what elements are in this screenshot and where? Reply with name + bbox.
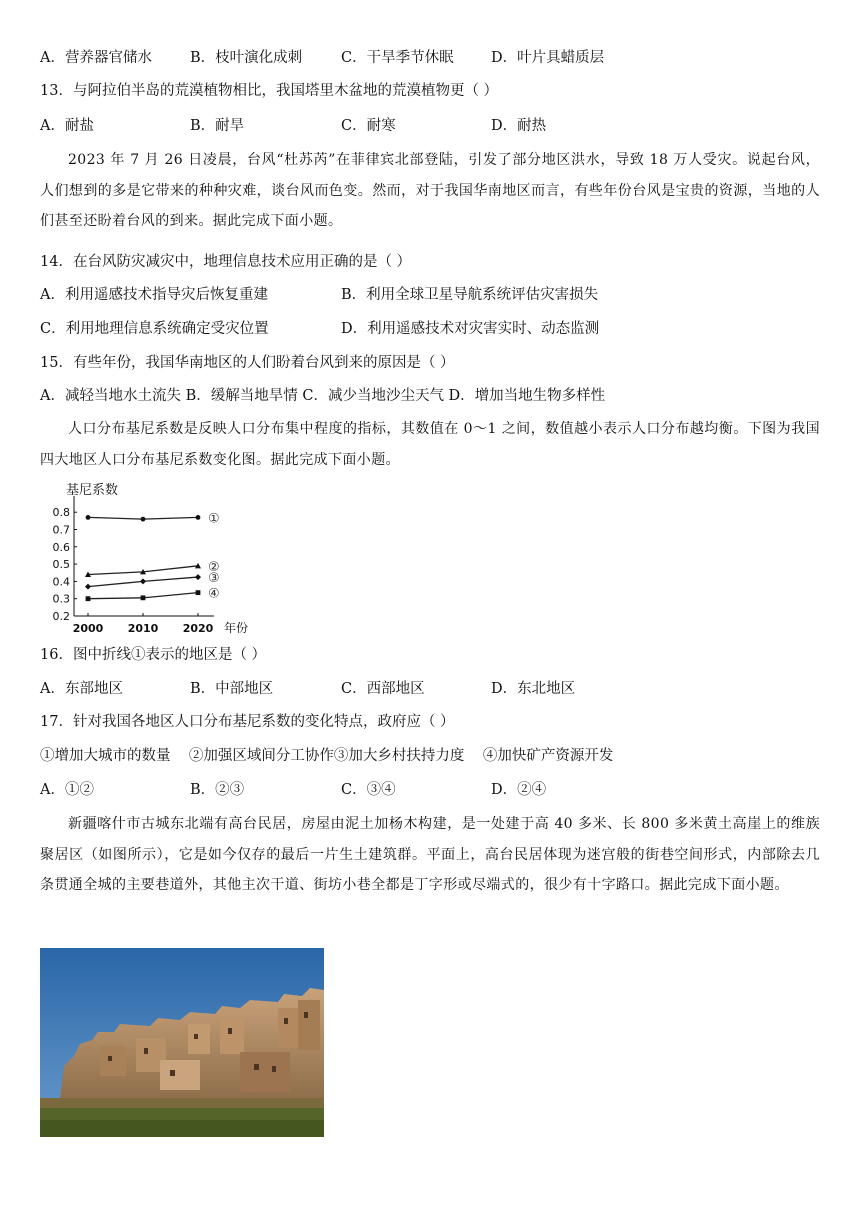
q12-option-a: A．营养器官储水 — [40, 50, 152, 66]
q13-option-a: A．耐盐 — [40, 118, 94, 134]
q14-option-d: D．利用遥感技术对灾害实时、动态监测 — [341, 321, 600, 337]
y-axis-title: 基尼系数 — [66, 483, 119, 498]
q13-option-b: B．耐旱 — [190, 118, 245, 134]
q17-statements: ①增加大城市的数量 ②加强区域间分工协作③加大乡村扶持力度 ④加快矿产资源开发 — [40, 748, 614, 764]
q14-option-b: B．利用全球卫星导航系统评估灾害损失 — [341, 287, 599, 303]
q16-option-b: B．中部地区 — [190, 681, 274, 697]
x-tick-label: 2020 — [182, 622, 214, 635]
passage-gini: 人口分布基尼系数是反映人口分布集中程度的指标，其数值在 0～1 之间，数值越小表示人口分布越均衡。下图为我国四大地区人口分布基尼系数变化图。据此完成下面小题。 — [40, 421, 820, 468]
data-point — [85, 584, 91, 590]
series-label-3: ③ — [208, 571, 220, 587]
q14-option-c: C．利用地理信息系统确定受灾位置 — [40, 321, 269, 337]
y-tick-label: 0.3 — [52, 592, 70, 606]
q15-options: A．减轻当地水土流失 B．缓解当地旱情 C．减少当地沙尘天气 D．增加当地生物多样性 — [40, 388, 606, 404]
x-tick-label: 2010 — [127, 622, 159, 635]
passage-kashgar: 新疆喀什市古城东北端有高台民居，房屋由泥土加杨木构建，是一处建于高 40 多米、长 800 多米黄土高崖上的维族聚居区（如图所示），它是如今仅存的最后一片生土建筑群。平面上，高台民居体现为迷宫般的街巷空间形式，内部除去几条贯通全城的主要巷道外，其他主次干道、街坊小巷全都是丁字形或尽端式的，很少有十字路口。据此完成下面小题。 — [40, 816, 820, 893]
series-label-4: ④ — [208, 586, 220, 602]
q16-stem: 16．图中折线①表示的地区是（ ） — [40, 647, 267, 663]
q17-option-b: B．②③ — [190, 782, 245, 798]
kashgar-dwellings-photo — [40, 948, 324, 1137]
y-tick-label: 0.4 — [52, 575, 70, 589]
data-point — [196, 515, 201, 520]
passage-typhoon: 2023 年 7 月 26 日凌晨，台风“杜苏芮”在菲律宾北部登陆，引发了部分地区洪水，导致 18 万人受灾。说起台风，人们想到的多是它带来的种种灾难，谈台风而色变。然而，对于我国华南地区而言，有些年份台风是宝贵的资源，当地的人们甚至还盼着台风的到来。据此完成下面小题。 — [40, 152, 820, 229]
q12-option-b: B．枝叶演化成刺 — [190, 50, 303, 66]
q17-option-d: D．②④ — [491, 782, 547, 798]
q16-option-d: D．东北地区 — [491, 681, 576, 697]
data-point — [141, 517, 146, 522]
data-point — [86, 515, 91, 520]
q17-option-a: A．①② — [40, 782, 94, 798]
q17-option-c: C．③④ — [341, 782, 396, 798]
y-tick-label: 0.5 — [52, 558, 70, 572]
data-point — [86, 596, 91, 601]
q14-option-a: A．利用遥感技术指导灾后恢复重建 — [40, 287, 268, 303]
y-tick-label: 0.2 — [52, 610, 70, 623]
y-tick-label: 0.6 — [52, 540, 70, 554]
q16-option-a: A．东部地区 — [40, 681, 123, 697]
y-tick-label: 0.7 — [52, 523, 70, 537]
data-point — [140, 578, 146, 584]
x-axis-title: 年份 — [224, 621, 249, 635]
q13-stem: 13．与阿拉伯半岛的荒漠植物相比，我国塔里木盆地的荒漠植物更（ ） — [40, 83, 499, 99]
gini-line-chart — [36, 478, 256, 638]
y-tick-label: 0.8 — [52, 506, 70, 520]
series-label-2: ② — [208, 559, 220, 575]
data-point — [196, 590, 201, 595]
data-point — [141, 595, 146, 600]
q14-stem: 14．在台风防灾减灾中，地理信息技术应用正确的是（ ） — [40, 254, 412, 270]
q17-stem: 17．针对我国各地区人口分布基尼系数的变化特点，政府应（ ） — [40, 714, 455, 730]
data-point — [195, 574, 201, 580]
x-tick-label: 2000 — [72, 622, 104, 635]
q13-option-d: D．耐热 — [491, 118, 547, 134]
q15-stem: 15．有些年份，我国华南地区的人们盼着台风到来的原因是（ ） — [40, 355, 455, 371]
q16-option-c: C．西部地区 — [341, 681, 425, 697]
q13-option-c: C．耐寒 — [341, 118, 396, 134]
series-label-1: ① — [208, 511, 220, 527]
q12-option-c: C．干旱季节休眠 — [341, 50, 454, 66]
q12-option-d: D．叶片具蜡质层 — [491, 50, 605, 66]
